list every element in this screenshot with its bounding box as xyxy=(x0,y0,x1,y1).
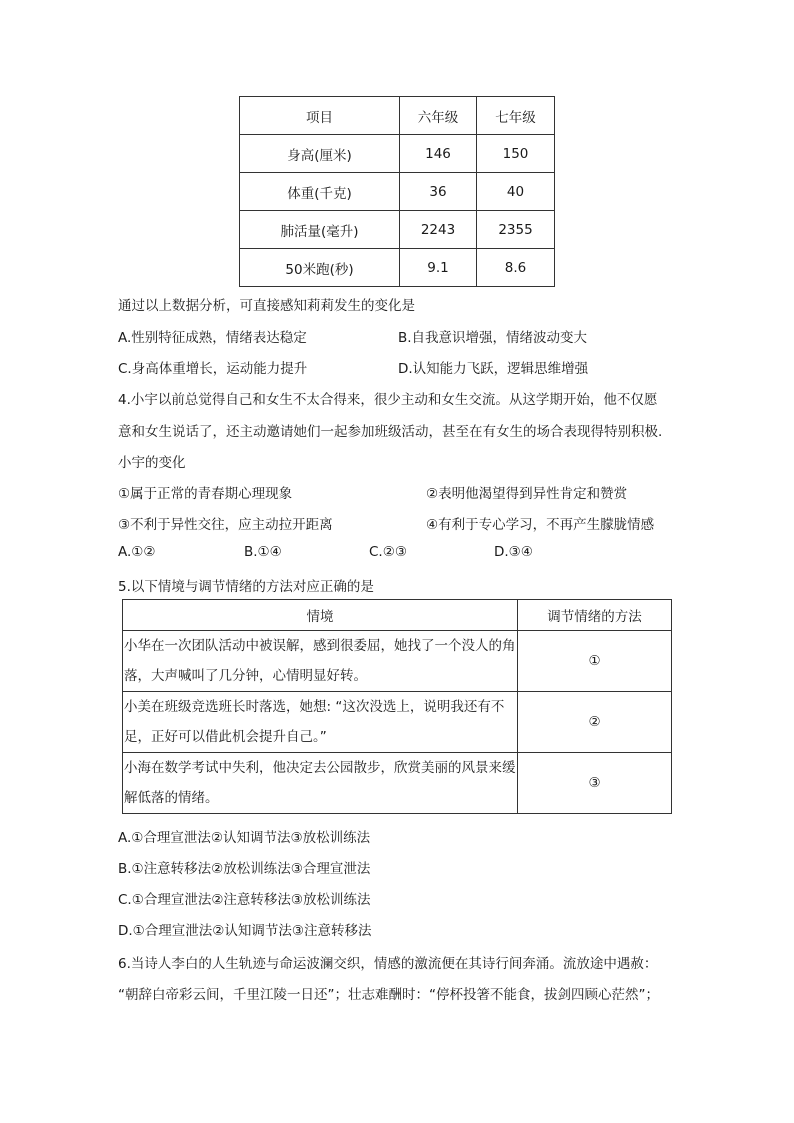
q4-statement-2: ②表明他渴望得到异性肯定和赞赏 xyxy=(426,486,628,502)
q4-statement-4: ④有利于专心学习，不再产生朦胧情感 xyxy=(426,517,655,533)
table-header-cell: 调节情绪的方法 xyxy=(518,600,672,631)
q6-line1: 6.当诗人李白的人生轨迹与命运波澜交织，情感的激流便在其诗行间奔涌。流放途中遇赦： xyxy=(118,956,658,972)
method-cell: ② xyxy=(518,692,672,753)
q4-line1: 4.小宇以前总觉得自己和女生不太合得来，很少主动和女生交流。从这学期开始，他不仅愿 xyxy=(118,392,658,408)
table-cell: 146 xyxy=(400,135,477,173)
q3-option-a: A.性别特征成熟，情绪表达稳定 xyxy=(118,330,307,346)
table-cell: 肺活量(毫升) xyxy=(240,211,400,249)
table-cell: 身高(厘米) xyxy=(240,135,400,173)
emotion-method-table xyxy=(122,599,672,814)
table-cell: 36 xyxy=(400,173,477,211)
q4-option-c: C.②③ xyxy=(369,544,407,560)
table-cell: 2243 xyxy=(400,211,477,249)
q4-line3: 小宇的变化 xyxy=(118,455,186,471)
q4-statement-1: ①属于正常的青春期心理现象 xyxy=(118,486,293,502)
q3-option-c: C.身高体重增长，运动能力提升 xyxy=(118,361,308,377)
q3-option-b: B.自我意识增强，情绪波动变大 xyxy=(398,330,588,346)
table-row xyxy=(123,753,672,814)
q5-option-c: C.①合理宣泄法②注意转移法③放松训练法 xyxy=(118,892,371,908)
table-row xyxy=(123,692,672,753)
q5-option-b: B.①注意转移法②放松训练法③合理宣泄法 xyxy=(118,861,371,877)
method-cell: ③ xyxy=(518,753,672,814)
table-row xyxy=(240,211,555,249)
table-header-cell: 项目 xyxy=(240,97,400,135)
situation-cell: 小美在班级竞选班长时落选，她想: “这次没选上，说明我还有不足，正好可以借此机会提升自己。” xyxy=(123,692,518,753)
q3-option-d: D.认知能力飞跃，逻辑思维增强 xyxy=(398,361,589,377)
table-header-cell: 情境 xyxy=(123,600,518,631)
table-header-row xyxy=(240,97,555,135)
q4-statement-3: ③不利于异性交往，应主动拉开距离 xyxy=(118,517,333,533)
table-cell: 150 xyxy=(477,135,555,173)
q3-stem: 通过以上数据分析，可直接感知莉莉发生的变化是 xyxy=(118,298,415,314)
table-cell: 2355 xyxy=(477,211,555,249)
table-cell: 8.6 xyxy=(477,249,555,287)
situation-cell: 小海在数学考试中失利，他决定去公园散步，欣赏美丽的风景来缓解低落的情绪。 xyxy=(123,753,518,814)
situation-cell: 小华在一次团队活动中被误解，感到很委屈，她找了一个没人的角落，大声喊叫了几分钟，心情明显好转。 xyxy=(123,631,518,692)
table-cell: 体重(千克) xyxy=(240,173,400,211)
method-cell: ① xyxy=(518,631,672,692)
q4-option-d: D.③④ xyxy=(494,544,533,560)
table-row xyxy=(240,135,555,173)
q5-stem: 5.以下情境与调节情绪的方法对应正确的是 xyxy=(118,579,374,595)
table-header-cell: 七年级 xyxy=(477,97,555,135)
table-header-row xyxy=(123,600,672,631)
physical-data-table xyxy=(239,96,555,287)
table-cell: 9.1 xyxy=(400,249,477,287)
table-header-cell: 六年级 xyxy=(400,97,477,135)
q5-option-d: D.①合理宣泄法②认知调节法③注意转移法 xyxy=(118,923,372,939)
table-row xyxy=(240,249,555,287)
q6-line2: “朝辞白帝彩云间，千里江陵一日还”；壮志难酬时：“停杯投箸不能食，拔剑四顾心茫然”； xyxy=(118,987,659,1003)
table-cell: 40 xyxy=(477,173,555,211)
table-cell: 50米跑(秒) xyxy=(240,249,400,287)
table-row xyxy=(123,631,672,692)
q4-option-b: B.①④ xyxy=(244,544,282,560)
q4-option-a: A.①② xyxy=(118,544,156,560)
q4-line2: 意和女生说话了，还主动邀请她们一起参加班级活动，甚至在有女生的场合表现得特别积极. xyxy=(118,424,663,440)
table-row xyxy=(240,173,555,211)
q5-option-a: A.①合理宣泄法②认知调节法③放松训练法 xyxy=(118,830,371,846)
